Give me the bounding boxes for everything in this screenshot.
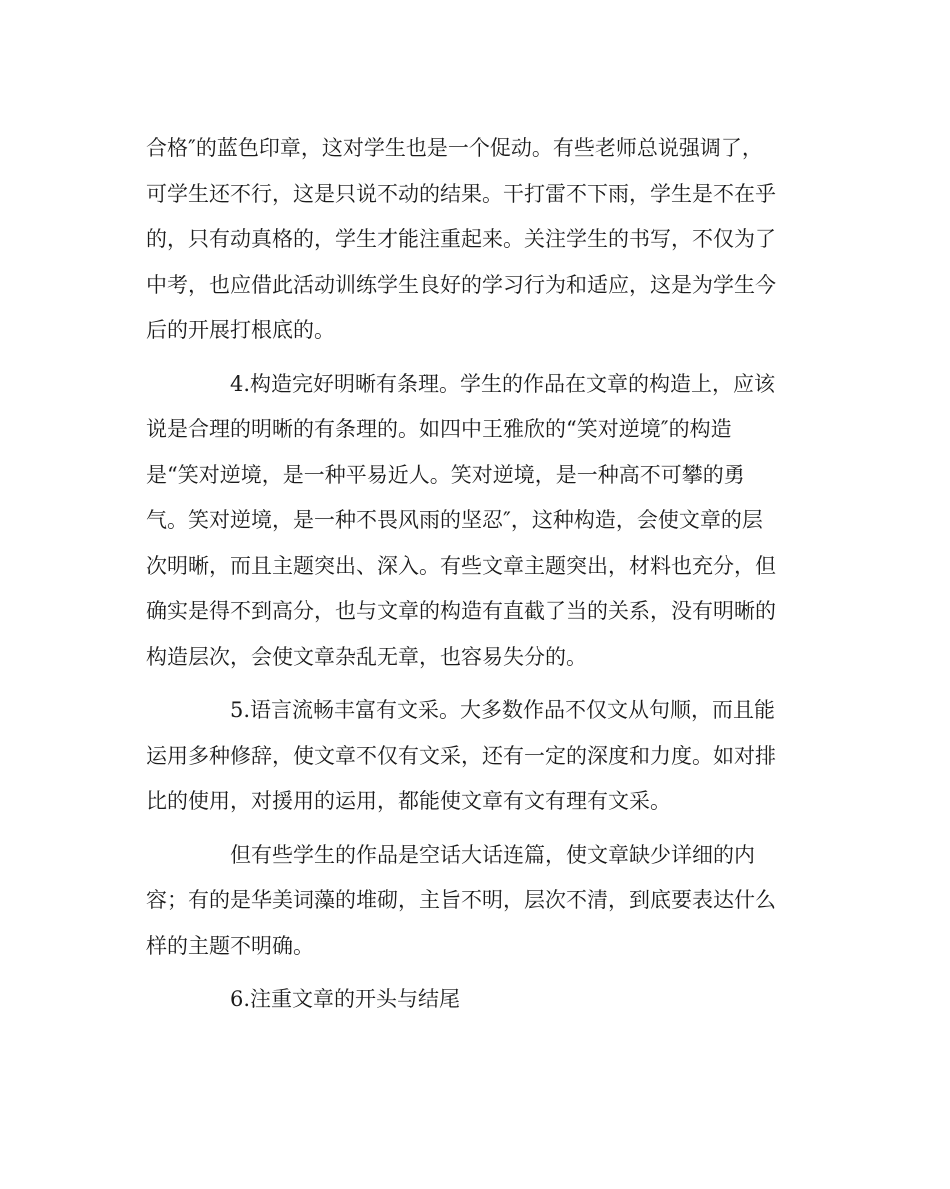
text-line: 但有些学生的作品是空话大话连篇，使文章缺少详细的内 xyxy=(230,842,755,867)
paragraph-spacer xyxy=(146,354,806,362)
text-line: 的，只有动真格的，学生才能注重起来。关注学生的书写，不仅为了 xyxy=(146,227,776,251)
section-heading: 6.注重文章的开头与结尾 xyxy=(230,987,461,1011)
text-line: 是“笑对逆境，是一种平易近人。笑对逆境，是一种高不可攀的勇 xyxy=(146,462,745,487)
text-line: 样的主题不明确。 xyxy=(146,933,314,958)
paragraph-2 xyxy=(146,362,806,681)
text-line: 气。笑对逆境，是一种不畏风雨的坚忍″，这种构造，会使文章的层 xyxy=(146,508,763,532)
paragraph-spacer xyxy=(146,825,806,833)
paragraph-spacer xyxy=(146,969,806,977)
paragraph-3 xyxy=(146,688,806,825)
text-line: 中考，也应借此活动训练学生良好的学习行为和适应，这是为学生今 xyxy=(146,272,776,297)
text-line: 5.语言流畅丰富有文采。大多数作品不仅文从句顺，而且能 xyxy=(230,698,776,722)
paragraph-1 xyxy=(146,126,806,354)
text-line: 容；有的是华美词藻的堆砌，主旨不明，层次不清，到底要表达什么 xyxy=(146,888,776,912)
text-line: 运用多种修辞，使文章不仅有文采，还有一定的深度和力度。如对排 xyxy=(146,743,776,768)
text-line: 可学生还不行，这是只说不动的结果。干打雷不下雨，学生是不在乎 xyxy=(146,181,776,206)
text-line: 后的开展打根底的。 xyxy=(146,318,335,342)
text-line: 确实是得不到高分，也与文章的构造有直截了当的关系，没有明晰的 xyxy=(146,599,776,623)
paragraph-4 xyxy=(146,833,806,970)
paragraph-spacer xyxy=(146,680,806,688)
text-line: 次明晰，而且主题突出、深入。有些文章主题突出，材料也充分，但 xyxy=(146,553,776,578)
text-line: 4.构造完好明晰有条理。学生的作品在文章的构造上，应该 xyxy=(230,371,776,396)
text-line: 比的使用，对援用的运用，都能使文章有文有理有文采。 xyxy=(146,789,671,813)
text-line: 说是合理的明晰的有条理的。如四中王雅欣的“笑对逆境″的构造 xyxy=(146,417,732,441)
text-line: 合格″的蓝色印章，这对学生也是一个促动。有些老师总说强调了， xyxy=(146,136,763,160)
document-body xyxy=(146,126,806,1023)
text-line: 构造层次，会使文章杂乱无章，也容易失分的。 xyxy=(146,644,587,669)
paragraph-5 xyxy=(146,977,806,1023)
